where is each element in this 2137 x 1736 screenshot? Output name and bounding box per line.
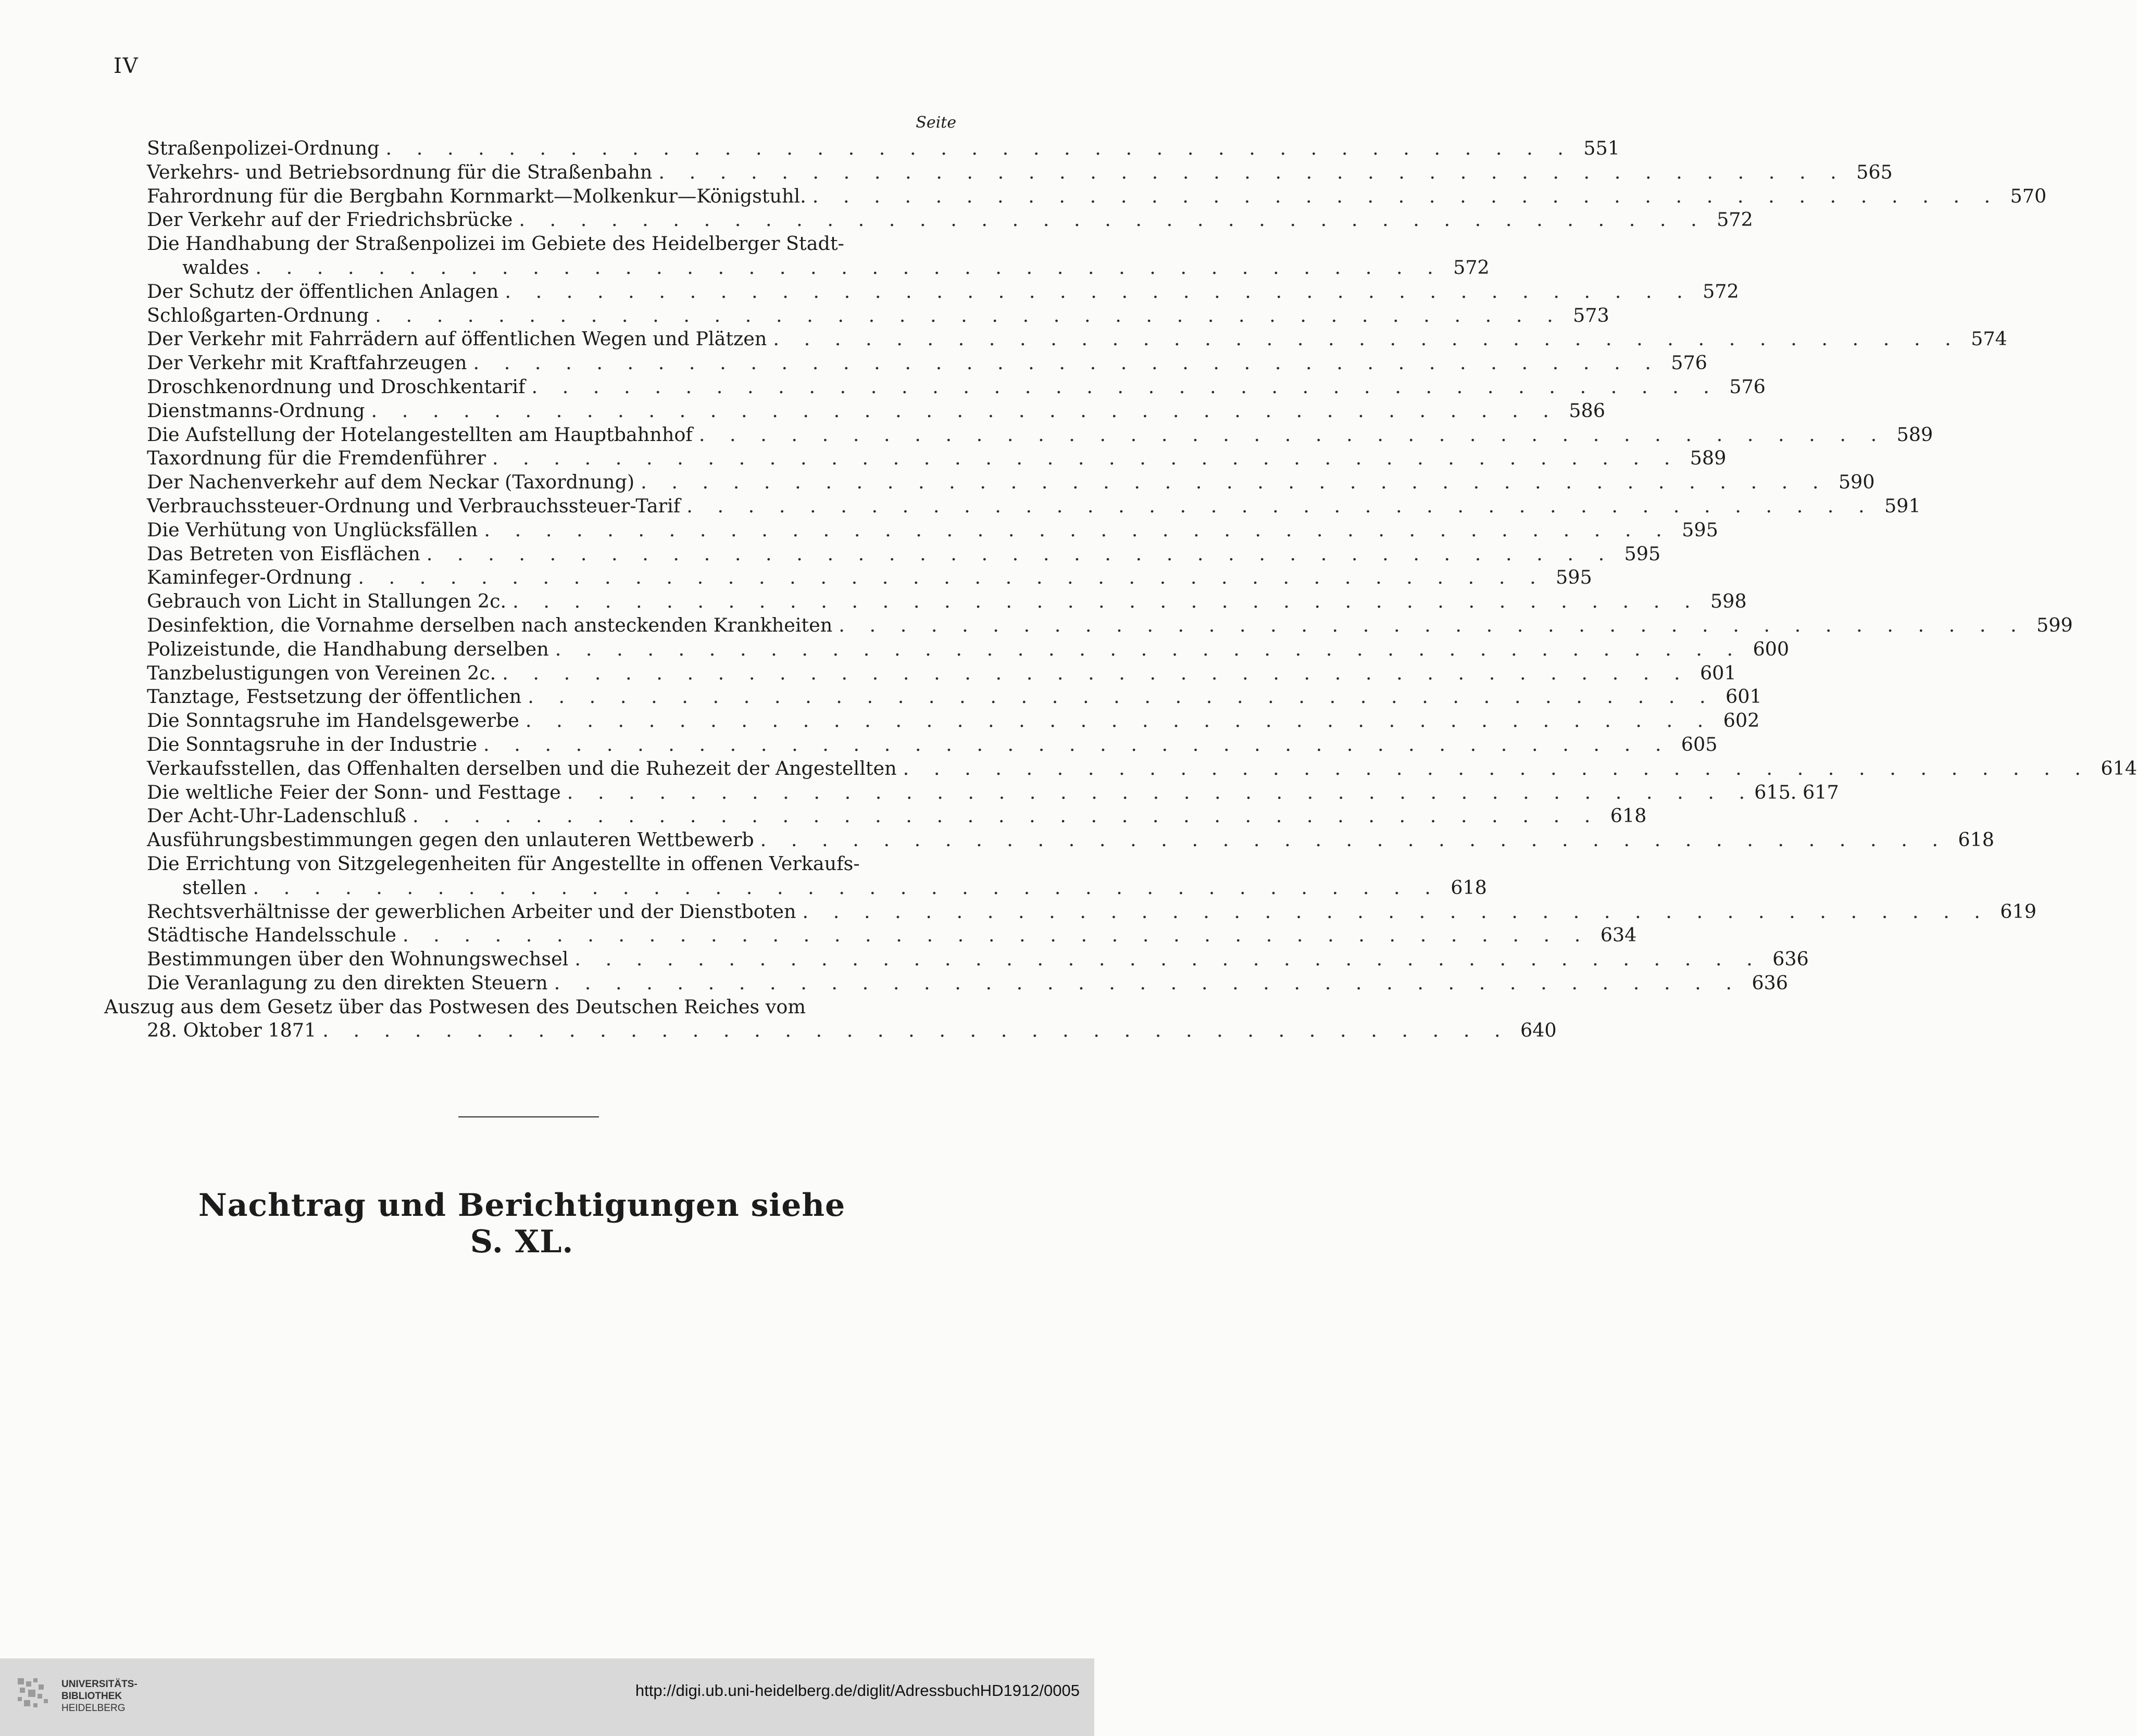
dot-leader: . . . . . . . . . . . . . . . . . . . . . . . . . . . . . . . . . . . . . . . bbox=[525, 709, 1713, 732]
toc-entry bbox=[104, 565, 1592, 589]
toc-entry-title: Die Sonntagsruhe in der Industrie bbox=[147, 733, 478, 756]
toc-entry bbox=[104, 446, 1727, 470]
toc-entry-title: Gebrauch von Licht in Stallungen 2c. bbox=[147, 590, 507, 613]
toc-entry-title: Der Nachenverkehr auf dem Neckar (Taxordnung) bbox=[147, 471, 635, 494]
toc-entry-page: 636 bbox=[1752, 971, 1788, 994]
seite-column-label: Seite bbox=[916, 114, 956, 132]
dot-leader: . . . . . . . . . . . . . . . . . . . . . . . . . . . . . . . . . . . . . . . bbox=[371, 399, 1558, 422]
toc-entry-page: 572 bbox=[1717, 208, 1753, 231]
dot-leader: . . . . . . . . . . . . . . . . . . . . . . . . . . . . . . . . . . . . . . . bbox=[686, 494, 1874, 517]
dot-leader: . . . . . . . . . . . . . . . . . . . . . . . . . . . . . . . . . . . . . . . bbox=[375, 304, 1563, 326]
toc-entry bbox=[104, 971, 1788, 995]
library-name bbox=[61, 1678, 138, 1714]
toc-entry-title: waldes bbox=[182, 256, 249, 279]
toc-entry-title: Dienstmanns-Ordnung bbox=[147, 399, 365, 422]
toc-entry-page: 634 bbox=[1600, 924, 1637, 947]
toc-entry bbox=[104, 136, 1620, 160]
dot-leader: . . . . . . . . . . . . . . . . . . . . . . . . . . . . . . . . . . . . . . . bbox=[555, 637, 1743, 660]
toc-entry bbox=[104, 423, 1933, 447]
dot-leader: . . . . . . . . . . . . . . . . . . . . . . . . . . . . . . . . . . . . . . . bbox=[358, 566, 1545, 589]
toc-entry-page: 589 bbox=[1896, 423, 1933, 446]
toc-entry-page: 590 bbox=[1838, 471, 1875, 494]
toc-entry-title: Droschkenordnung und Droschkentarif bbox=[147, 375, 526, 398]
dot-leader: . . . . . . . . . . . . . . . . . . . . . . . . . . . . . . . . . . . . . . . bbox=[385, 137, 1573, 159]
toc-entry-page: 640 bbox=[1520, 1019, 1557, 1042]
toc-entry-title: Städtische Handelsschule bbox=[147, 924, 396, 947]
toc-entry-title: Die weltliche Feier der Sonn- und Festtage bbox=[147, 781, 561, 803]
dot-leader: . . . . . . . . . . . . . . . . . . . . . . . . . . . . . . . . . . . . . . . bbox=[698, 423, 1886, 446]
toc-entry-page: 619 bbox=[2000, 900, 2036, 923]
toc-entry bbox=[104, 685, 1762, 709]
dot-leader: . . . . . . . . . . . . . . . . . . . . . . . . . . . . . . . . . . . . . . . bbox=[492, 447, 1680, 470]
toc-entry-title: Desinfektion, die Vornahme derselben nach ansteckenden Krankheiten bbox=[147, 613, 833, 636]
toc-entry-page: 618 bbox=[1610, 804, 1647, 827]
toc-entry-page: 595 bbox=[1556, 566, 1592, 589]
toc-entry-page: 565 bbox=[1856, 160, 1893, 183]
toc-entry-page: 595 bbox=[1682, 518, 1718, 541]
toc-entry bbox=[104, 637, 1790, 661]
toc-entry-page: 551 bbox=[1583, 137, 1620, 159]
dot-leader: . . . . . . . . . . . . . . . . . . . . . . . . . . . . . . . . . . . . . . . bbox=[402, 924, 1590, 947]
dot-leader: . . . . . . . . . . . . . . . . . . . . . . . . . . . . . . . . . . . . . . . bbox=[641, 471, 1828, 494]
dot-leader: . . . . . . . . . . . . . . . . . . . . . . . . . . . . . . . . . . . . . . . bbox=[528, 685, 1715, 708]
toc-entry bbox=[104, 613, 2073, 637]
toc-entry-title: Die Aufstellung der Hotelangestellten am Hauptbahnhof bbox=[147, 423, 693, 446]
toc-entry-page: 574 bbox=[1971, 328, 2007, 350]
digitization-footer bbox=[0, 1658, 1094, 1736]
toc-entry bbox=[104, 494, 1921, 518]
dot-leader: . . . . . . . . . . . . . . . . . . . . . . . . . . . . . . . . . . . . . . . bbox=[567, 781, 1755, 803]
toc-entry bbox=[104, 518, 1718, 542]
supplement-notice-headline: Nachtrag und Berichtigungen siehe S. XL. bbox=[198, 1187, 846, 1260]
toc-entry bbox=[104, 1018, 1557, 1042]
toc-entry-page: 572 bbox=[1453, 256, 1490, 279]
toc-entry-title: Der Verkehr auf der Friedrichsbrücke bbox=[147, 208, 513, 231]
toc-entry-page: 576 bbox=[1671, 351, 1707, 374]
toc-entry-page: 573 bbox=[1573, 304, 1609, 326]
library-name-line1: UNIVERSITÄTS- bbox=[61, 1679, 138, 1690]
dot-leader: . . . . . . . . . . . . . . . . . . . . . . . . . . . . . . . . . . . . . . . bbox=[253, 876, 1440, 899]
toc-entry-page: 586 bbox=[1569, 399, 1605, 422]
toc-entry-title: Polizeistunde, die Handhabung derselben bbox=[147, 637, 549, 660]
toc-entry bbox=[104, 923, 1637, 947]
toc-entry bbox=[104, 327, 2007, 351]
toc-entry-page: 591 bbox=[1884, 494, 1921, 517]
toc-entry-title: stellen bbox=[182, 876, 247, 899]
toc-entry bbox=[104, 828, 1995, 852]
toc-entry-title: Straßenpolizei-Ordnung bbox=[147, 137, 380, 159]
toc-entry bbox=[104, 542, 1661, 566]
toc-entry-page: 599 bbox=[2036, 613, 2073, 636]
dot-leader: . . . . . . . . . . . . . . . . . . . . . . . . . . . . . . . . . . . . . . . bbox=[502, 661, 1690, 684]
toc-entry-title: Fahrordnung für die Bergbahn Kornmarkt—Molkenkur—Königstuhl. bbox=[147, 184, 806, 207]
toc-entry-title: Der Verkehr mit Fahrrädern auf öffentlichen Wegen und Plätzen bbox=[147, 328, 767, 350]
toc-entry-title: Das Betreten von Eisflächen bbox=[147, 542, 420, 565]
dot-leader: . . . . . . . . . . . . . . . . . . . . . . . . . . . . . . . . . . . . . . . bbox=[574, 948, 1762, 971]
dot-leader: . . . . . . . . . . . . . . . . . . . . . . . . . . . . . . . . . . . . . . . bbox=[658, 160, 1846, 183]
toc-entry-page: 636 bbox=[1772, 948, 1809, 971]
university-library-logo-icon bbox=[16, 1676, 52, 1713]
toc-entry bbox=[104, 661, 1736, 685]
toc-entry-page: 576 bbox=[1729, 375, 1766, 398]
toc-entry bbox=[104, 304, 1609, 328]
toc-entry-page: 618 bbox=[1451, 876, 1487, 899]
dot-leader: . . . . . . . . . . . . . . . . . . . . . . . . . . . . . . . . . . . . . . . bbox=[773, 328, 1960, 350]
library-name-line2: BIBLIOTHEK bbox=[61, 1691, 122, 1702]
toc-entry-page: 595 bbox=[1624, 542, 1661, 565]
toc-entry bbox=[104, 375, 1766, 399]
toc-entry bbox=[104, 709, 1760, 733]
dot-leader: . . . . . . . . . . . . . . . . . . . . . . . . . . . . . . . . . . . . . . . bbox=[483, 733, 1671, 756]
dot-leader: . . . . . . . . . . . . . . . . . . . . . . . . . . . . . . . . . . . . . . . bbox=[513, 590, 1700, 613]
dot-leader: . . . . . . . . . . . . . . . . . . . . . . . . . . . . . . . . . . . . . . . bbox=[760, 828, 1948, 851]
toc-entry bbox=[104, 876, 1487, 900]
toc-entry-line: Die Errichtung von Sitzgelegenheiten für Angestellte in offenen Verkaufs- bbox=[147, 852, 860, 875]
toc-entry-title: Verkaufsstellen, das Offenhalten derselben und die Ruhezeit der Angestellten bbox=[147, 757, 897, 779]
dot-leader: . . . . . . . . . . . . . . . . . . . . . . . . . . . . . . . . . . . . . . . bbox=[812, 184, 2000, 207]
toc-entry bbox=[104, 470, 1875, 494]
dot-leader: . . . . . . . . . . . . . . . . . . . . . . . . . . . . . . . . . . . . . . . bbox=[903, 757, 2091, 779]
toc-entry-line: Die Handhabung der Straßenpolizei im Gebiete des Heidelberger Stadt- bbox=[147, 232, 844, 255]
toc-entry-line: Auszug aus dem Gesetz über das Postwesen des Deutschen Reiches vom bbox=[104, 995, 806, 1018]
toc-entry bbox=[104, 900, 2036, 924]
dot-leader: . . . . . . . . . . . . . . . . . . . . . . . . . . . . . . . . . . . . . . . bbox=[255, 256, 1443, 279]
toc-entry bbox=[104, 256, 1490, 280]
toc-entry-title: Tanztage, Festsetzung der öffentlichen bbox=[147, 685, 522, 708]
toc-entry-title: Der Verkehr mit Kraftfahrzeugen bbox=[147, 351, 467, 374]
toc-entry-page: 618 bbox=[1958, 828, 1995, 851]
toc-entry bbox=[104, 804, 1647, 828]
dot-leader: . . . . . . . . . . . . . . . . . . . . . . . . . . . . . . . . . . . . . . . bbox=[531, 375, 1719, 398]
toc-entry-title: Verbrauchssteuer-Ordnung und Verbrauchssteuer-Tarif bbox=[147, 494, 681, 517]
toc-entry bbox=[104, 757, 2137, 781]
toc-entry bbox=[104, 160, 1893, 184]
dot-leader: . . . . . . . . . . . . . . . . . . . . . . . . . . . . . . . . . . . . . . . bbox=[505, 280, 1692, 303]
toc-entry bbox=[104, 184, 2047, 208]
dot-leader: . . . . . . . . . . . . . . . . . . . . . . . . . . . . . . . . . . . . . . . bbox=[554, 971, 1741, 994]
toc-entry-page: 589 bbox=[1690, 447, 1727, 470]
page-number: IV bbox=[114, 54, 139, 78]
toc-entry-title: Der Schutz der öffentlichen Anlagen bbox=[147, 280, 499, 303]
toc-entry-title: Die Sonntagsruhe im Handelsgewerbe bbox=[147, 709, 519, 732]
toc-entry-title: Verkehrs- und Betriebsordnung für die Straßenbahn bbox=[147, 160, 653, 183]
library-name-line3: HEIDELBERG bbox=[61, 1703, 126, 1714]
dot-leader: . . . . . . . . . . . . . . . . . . . . . . . . . . . . . . . . . . . . . . . bbox=[802, 900, 1990, 923]
toc-entry-title: Bestimmungen über den Wohnungswechsel bbox=[147, 948, 569, 971]
toc-entry bbox=[104, 733, 1718, 757]
toc-entry-page: 614 bbox=[2101, 757, 2137, 779]
toc-entry-page: 615. 617 bbox=[1754, 781, 1839, 803]
toc-entry-title: 28. Oktober 1871 bbox=[147, 1019, 317, 1042]
toc-entry bbox=[104, 399, 1605, 423]
permalink-url[interactable]: http://digi.ub.uni-heidelberg.de/diglit/AdressbuchHD1912/0005 bbox=[635, 1681, 1080, 1700]
dot-leader: . . . . . . . . . . . . . . . . . . . . . . . . . . . . . . . . . . . . . . . bbox=[473, 351, 1660, 374]
toc-entry-page: 598 bbox=[1710, 590, 1747, 613]
toc-entry bbox=[104, 351, 1707, 375]
toc-entry-title: Schloßgarten-Ordnung bbox=[147, 304, 369, 326]
toc-entry-page: 570 bbox=[2010, 184, 2047, 207]
dot-leader: . . . . . . . . . . . . . . . . . . . . . . . . . . . . . . . . . . . . . . . bbox=[519, 208, 1706, 231]
toc-entry-page: 572 bbox=[1703, 280, 1739, 303]
toc-entry-title: Tanzbelustigungen von Vereinen 2c. bbox=[147, 661, 496, 684]
toc-entry-page: 601 bbox=[1725, 685, 1762, 708]
toc-entry bbox=[104, 781, 1839, 804]
dot-leader: . . . . . . . . . . . . . . . . . . . . . . . . . . . . . . . . . . . . . . . bbox=[413, 804, 1600, 827]
divider-rule-top bbox=[458, 1116, 599, 1117]
toc-entry-title: Der Acht-Uhr-Ladenschluß bbox=[147, 804, 406, 827]
toc-entry bbox=[104, 947, 1809, 971]
toc-entry-title: Kaminfeger-Ordnung bbox=[147, 566, 352, 589]
dot-leader: . . . . . . . . . . . . . . . . . . . . . . . . . . . . . . . . . . . . . . . bbox=[839, 613, 2026, 636]
table-of-contents bbox=[104, 136, 2137, 1042]
toc-entry bbox=[104, 589, 1747, 613]
toc-entry-page: 602 bbox=[1723, 709, 1760, 732]
toc-entry-page: 605 bbox=[1681, 733, 1718, 756]
toc-entry-page: 600 bbox=[1753, 637, 1790, 660]
toc-entry-title: Rechtsverhältnisse der gewerblichen Arbeiter und der Dienstboten bbox=[147, 900, 796, 923]
toc-entry-title: Ausführungsbestimmungen gegen den unlauteren Wettbewerb bbox=[147, 828, 754, 851]
toc-entry-title: Die Verhütung von Unglücksfällen bbox=[147, 518, 478, 541]
dot-leader: . . . . . . . . . . . . . . . . . . . . . . . . . . . . . . . . . . . . . . . bbox=[426, 542, 1614, 565]
dot-leader: . . . . . . . . . . . . . . . . . . . . . . . . . . . . . . . . . . . . . . . bbox=[484, 518, 1671, 541]
dot-leader: . . . . . . . . . . . . . . . . . . . . . . . . . . . . . . . . . . . . . . . bbox=[322, 1019, 1510, 1042]
toc-entry-page: 601 bbox=[1699, 661, 1736, 684]
toc-entry bbox=[104, 280, 1739, 304]
toc-entry bbox=[104, 208, 1753, 232]
toc-entry-title: Die Veranlagung zu den direkten Steuern bbox=[147, 971, 548, 994]
toc-entry-title: Taxordnung für die Fremdenführer bbox=[147, 447, 486, 470]
